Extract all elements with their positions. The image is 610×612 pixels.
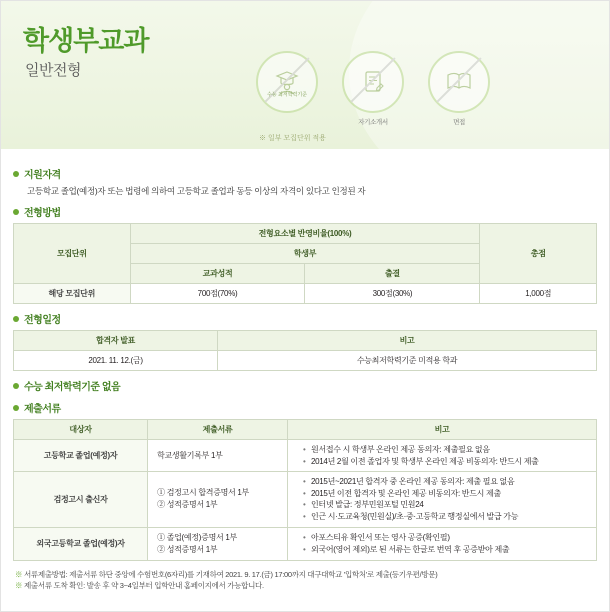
note-item: • 2014년 2월 이전 졸업자 및 학생부 온라인 제공 비동의자: 반드시 제출: [311, 456, 592, 468]
cell-total: 1,000점: [480, 284, 597, 304]
doc-line: ② 성적증명서 1부: [157, 500, 218, 510]
section-title: 지원자격: [24, 170, 61, 181]
documents-table: [13, 419, 597, 561]
badge-inner-caption: 수능 최저학력기준: [266, 92, 308, 98]
disabled-slash-icon: [258, 53, 312, 107]
document-pen-icon: [342, 51, 404, 113]
th-announcement: 합격자 발표: [14, 331, 218, 351]
note-item: • 원서접수 시 학생부 온라인 제공 동의자: 제출필요 없음: [311, 444, 592, 456]
badge-caption: 자기소개서: [358, 119, 388, 126]
section-minimum-header: [13, 378, 597, 393]
th-remark: 비고: [218, 331, 597, 351]
cell-subject-score: 700점(70%): [130, 284, 305, 304]
note-item: • 외국어(영어 제외)로 된 서류는 한글로 번역 후 공증받아 제출: [311, 544, 592, 556]
cell-unit: 해당 모집단위: [14, 284, 131, 304]
note-item: • 인터넷 발급: 정부민원포털 민원24: [311, 499, 592, 511]
doc-line: ① 졸업(예정)증명서 1부: [157, 532, 237, 542]
bullet-dot-icon: [13, 383, 19, 389]
disabled-slash-icon: [430, 53, 484, 107]
badge-interview: [428, 51, 490, 126]
th-target: 대상자: [14, 420, 148, 440]
cell-docs: [148, 472, 288, 527]
footnote-item: ※ 서류제출방법: 제출서류 하단 중앙에 수험번호(6자리)를 기재하여 2021. 9. 17.(금) 17:00까지 대구대학교 '입학처'로 제출(등기우편/방문): [15, 569, 597, 581]
header-note: ※ 일부 모집단위 적용: [259, 135, 326, 142]
th-docs: 제출서류: [148, 420, 288, 440]
section-title: 전형방법: [24, 208, 61, 219]
cell-docs: [148, 527, 288, 560]
disabled-slash-icon: [344, 53, 398, 107]
footnotes: [15, 569, 597, 592]
th-attendance: 출결: [305, 264, 480, 284]
badge-caption: 면접: [453, 119, 465, 126]
th-notes: 비고: [287, 420, 596, 440]
th-record: 학생부: [130, 244, 480, 264]
cell-docs: [148, 440, 288, 472]
table-row: [14, 440, 597, 472]
method-table: [13, 223, 597, 304]
th-total: 총점: [480, 224, 597, 284]
cell-announcement-date: 2021. 11. 12.(금): [14, 351, 218, 371]
table-row: [14, 527, 597, 560]
section-title: 수능 최저학력기준 없음: [24, 382, 121, 393]
section-documents-header: [13, 400, 597, 415]
cell-target: 고등학교 졸업(예정)자: [14, 440, 148, 472]
table-row: [14, 284, 597, 304]
section-title: 제출서류: [24, 404, 61, 415]
graduate-icon: [256, 51, 318, 113]
th-ratio: 전형요소별 반영비율(100%): [130, 224, 480, 244]
cell-notes: [287, 440, 596, 472]
th-subject-score: 교과성적: [130, 264, 305, 284]
page-subtitle: 일반전형: [25, 62, 81, 79]
cell-attendance: 300점(30%): [305, 284, 480, 304]
bullet-dot-icon: [13, 171, 19, 177]
page-title: 학생부교과: [23, 26, 149, 56]
doc-line: 학교생활기록부 1부: [157, 450, 223, 460]
badge-self-introduction: [342, 51, 404, 126]
cell-notes: [287, 472, 596, 527]
section-method-header: [13, 204, 597, 219]
criteria-badge-group: [256, 51, 490, 126]
note-item: • 아포스티유 확인서 또는 영사 공증(확인필): [311, 532, 592, 544]
table-row: [14, 351, 597, 371]
doc-line: ② 성적증명서 1부: [157, 544, 218, 554]
bullet-dot-icon: [13, 316, 19, 322]
doc-line: ① 검정고시 합격증명서 1부: [157, 488, 249, 498]
page-header: [1, 1, 609, 151]
footnote-item: ※ 제출서류 도착 확인: 발송 후 약 3~4일부터 입학안내 홈페이지에서 가능합니다.: [15, 580, 597, 592]
section-title: 전형일정: [24, 315, 61, 326]
eligibility-text: 고등학교 졸업(예정)자 또는 법령에 의하여 고등학교 졸업과 동등 이상의 자격이 있다고 인정된 자: [27, 186, 366, 196]
section-eligibility-header: [13, 166, 597, 181]
section-schedule-header: [13, 311, 597, 326]
th-unit: 모집단위: [14, 224, 131, 284]
book-icon: [428, 51, 490, 113]
cell-notes: [287, 527, 596, 560]
badge-suneung-minimum: [256, 51, 318, 126]
cell-target: 검정고시 출신자: [14, 472, 148, 527]
cell-remark: 수능최저학력기준 미적용 학과: [218, 351, 597, 371]
note-item: • 2015년 이전 합격자 및 온라인 제공 비동의자: 반드시 제출: [311, 488, 592, 500]
cell-target: 외국고등학교 졸업(예정)자: [14, 527, 148, 560]
bullet-dot-icon: [13, 405, 19, 411]
bullet-dot-icon: [13, 209, 19, 215]
schedule-table: [13, 330, 597, 371]
table-row: [14, 472, 597, 527]
note-item: • 2015년~2021년 합격자 중 온라인 제공 동의자: 제출 필요 없음: [311, 476, 592, 488]
page-content: [1, 151, 609, 592]
note-item: • 인근 시·도교육청(민원실)/초·중·고등학교 행정실에서 발급 가능: [311, 511, 592, 523]
